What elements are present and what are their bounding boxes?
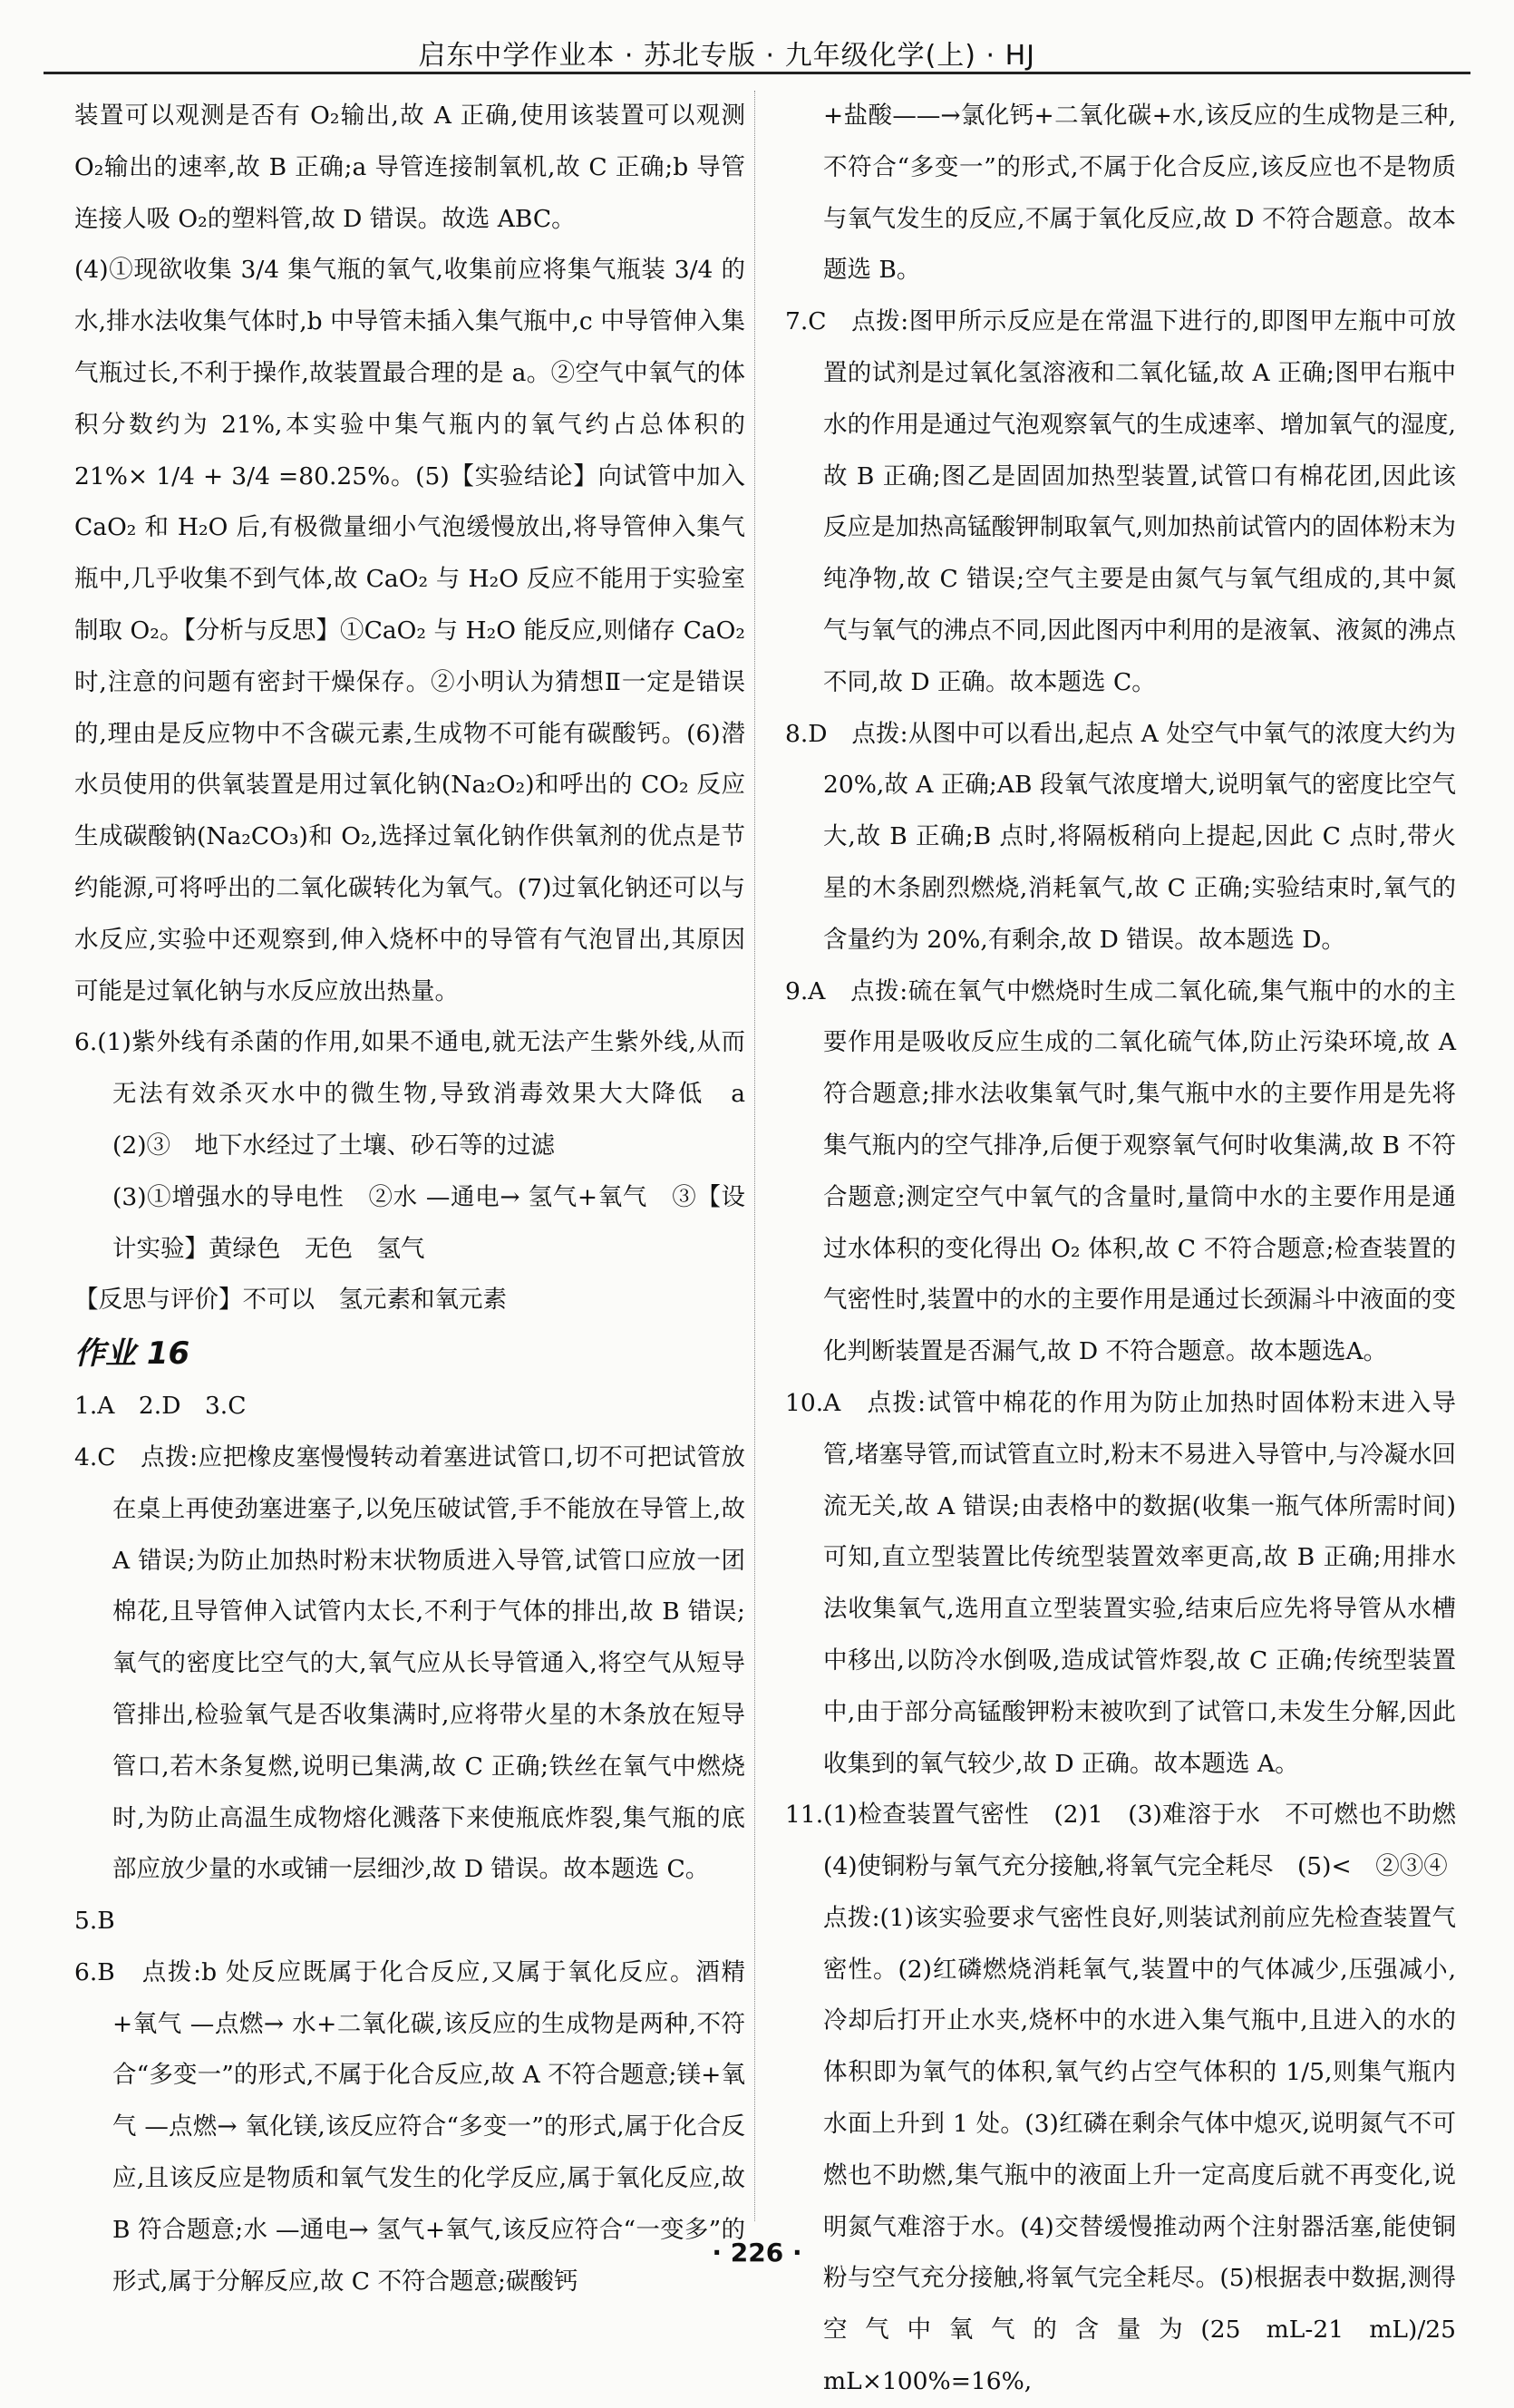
answer-paragraph: (4)①现欲收集 3/4 集气瓶的氧气,收集前应将集气瓶装 3/4 的水,排水法收集气体时,b 中导管未插入集气瓶中,c 中导管伸入集气瓶过长,不利于操作,故装置最合理的是 a。②空气中氧气的体积分数约为 21%,本实验中集气瓶内的氧气约占总体积的 21%× 1/4 + 3/4 =80.25%。(5)【实验结论】向试管中加入 CaO₂ 和 H₂O 后,有极微量细小气泡缓慢放出,将导管伸入集气瓶中,几乎收集不到气体,故 CaO₂ 与 H₂O 反应不能用于实验室制取 O₂。【分析与反思】①CaO₂ 与 H₂O 能反应,则储存 CaO₂时,注意的问题有密封干燥保存。②小明认为猜想Ⅱ一定是错误的,理由是反应物中不含碳元素,生成物不可能有碳酸钙。(6)潜水员使用的供氧装置是用过氧化钠(Na₂O₂)和呼出的 CO₂ 反应生成碳酸钠(Na₂CO₃)和 O₂,选择过氧化钠作供氧剂的优点是节约能源,可将呼出的二氧化碳转化为氧气。(7)过氧化钠还可以与水反应,实验中还观察到,伸入烧杯中的导管有气泡冒出,其原因可能是过氧化钠与水反应放出热量。 [74, 256, 745, 1005]
right-column [785, 91, 1480, 2408]
answer-item-10: 10.A 点拨:试管中棉花的作用为防止加热时固体粉末进入导管,堵塞导管,而试管直立时,粉末不易进入导管中,与冷凝水回流无关,故 A 错误;由表格中的数据(收集一瓶气体所需时间)可知,直立型装置比传统型装置效率更高,故 B 正确;用排水法收集氧气,选用直立型装置实验,结束后应先将导管从水槽中移出,以防冷水倒吸,造成试管炸裂,故 C 正确;传统型装置中,由于部分高锰酸钾粉末被吹到了试管口,未发生分解,因此收集到的氧气较少,故 D 正确。故本题选 A。 [785, 1388, 1456, 1778]
answer-item-6-reflection: 【反思与评价】不可以 氢元素和氧元素 [74, 1286, 507, 1315]
answer-item-7: 7.C 点拨:图甲所示反应是在常温下进行的,即图甲左瓶中可放置的试剂是过氧化氢溶液和二氧化锰,故 A 正确;图甲右瓶中水的作用是通过气泡观察氧气的生成速率、增加氧气的湿度,故 B 正确;图乙是固固加热型装置,试管口有棉花团,因此该反应是加热高锰酸钾制取氧气,则加热前试管内的固体粉末为纯净物,故 C 错误;空气主要是由氮气与氧气组成的,其中氮气与氧气的沸点不同,因此图丙中利用的是液氧、液氮的沸点不同,故 D 正确。故本题选 C。 [785, 307, 1456, 696]
page-header [44, 29, 1470, 74]
answer-item-6b: 6.B 点拨:b 处反应既属于化合反应,又属于氧化反应。酒精+氧气 —点燃→ 水+二氧化碳,该反应的生成物是两种,不符合“多变一”的形式,不属于化合反应,故 A 不符合题意;镁+氧气 —点燃→ 氧化镁,该反应符合“多变一”的形式,属于化合反应,且该反应是物质和氧气发生的化学反应,属于氧化反应,故 B 符合题意;水 —通电→ 氢气+氧气,该反应符合“一变多”的形式,属于分解反应,故 C 不符合题意;碳酸钙 [74, 1957, 745, 2296]
answer-item-6: 6.(1)紫外线有杀菌的作用,如果不通电,就无法产生紫外线,从而无法有效杀灭水中的微生物,导致消毒效果大大降低 a (2)③ 地下水经过了土壤、砂石等的过滤 [74, 1028, 770, 1160]
answer-item-5: 5.B [74, 1907, 115, 1936]
page-number: · 226 · [712, 2238, 802, 2267]
answer-item-8: 8.D 点拨:从图中可以看出,起点 A 处空气中氧气的浓度大约为 20%,故 A 正确;AB 段氧气浓度增大,说明氧气的密度比空气大,故 B 正确;B 点时,将隔板稍向上提起,因此 C 点时,带火星的木条剧烈燃烧,消耗氧气,故 C 正确;实验结束时,氧气的含量约为 20%,有剩余,故 D 错误。故本题选 D。 [785, 719, 1456, 954]
section-heading: 作业 16 [74, 1335, 190, 1373]
column-divider [754, 91, 755, 2221]
answer-paragraph: 装置可以观测是否有 O₂输出,故 A 正确,使用该装置可以观测 O₂输出的速率,故 B 正确;a 导管连接制氧机,故 C 正确;b 导管连接人吸 O₂的塑料管,故 D 错误。故选 ABC。 [74, 102, 745, 233]
answer-item-6-sub3: (3)①增强水的导电性 ②水 —通电→ 氢气+氧气 ③【设计实验】黄绿色 无色 氢气 [112, 1182, 745, 1263]
answer-item-4: 4.C 点拨:应把橡皮塞慢慢转动着塞进试管口,切不可把试管放在桌上再使劲塞进塞子,以免压破试管,手不能放在导管上,故 A 错误;为防止加热时粉末状物质进入导管,试管口应放一团棉花,且导管伸入试管内太长,不利于气体的排出,故 B 错误;氧气的密度比空气的大,氧气应从长导管通入,将空气从短导管排出,检验氧气是否收集满时,应将带火星的木条放在短导管口,若木条复燃,说明已集满,故 C 正确;铁丝在氧气中燃烧时,为防止高温生成物熔化溅落下来使瓶底炸裂,集气瓶的底部应放少量的水或铺一层细沙,故 D 错误。故本题选 C。 [74, 1442, 745, 1884]
answer-item-9: 9.A 点拨:硫在氧气中燃烧时生成二氧化硫,集气瓶中的水的主要作用是吸收反应生成的二氧化硫气体,防止污染环境,故 A 符合题意;排水法收集氧气时,集气瓶中水的主要作用是先将集气瓶内的空气排净,后便于观察氧气何时收集满,故 B 不符合题意;测定空气中氧气的含量时,量筒中水的主要作用是通过水体积的变化得出 O₂ 体积,故 C 不符合题意;检查装置的气密性时,装置中的水的主要作用是通过长颈漏斗中液面的变化判断装置是否漏气,故 D 不符合题意。故本题选A。 [785, 976, 1456, 1366]
answer-item-11-hint: 点拨:(1)该实验要求气密性良好,则装试剂前应先检查装置气密性。(2)红磷燃烧消耗氧气,装置中的气体减少,压强减小,冷却后打开止水夹,烧杯中的水进入集气瓶中,且进入的水的体积即为氧气的体积,氧气约占空气体积的 1/5,则集气瓶内水面上升到 1 处。(3)红磷在剩余气体中熄灭,说明氮气不可燃也不助燃,集气瓶中的液面上升一定高度后就不再变化,说明氮气难溶于水。(4)交替缓慢推动两个注射器活塞,能使铜粉与空气充分接触,将氧气完全耗尽。(5)根据表中数据,测得空气中氧气的含量为(25 mL-21 mL)/25 mL×100%=16%, [823, 1903, 1456, 2396]
answer-items-1-3: 1.A 2.D 3.C [74, 1392, 247, 1421]
answer-continuation: +盐酸——→氯化钙+二氧化碳+水,该反应的生成物是三种,不符合“多变一”的形式,不属于化合反应,该反应也不是物质与氧气发生的反应,不属于氧化反应,故 D 不符合题意。故本题选 B。 [823, 102, 1456, 285]
answer-item-11: 11.(1)检查装置气密性 (2)1 (3)难溶于水 不可燃也不助燃 (4)使铜粉与氧气充分接触,将氧气完全耗尽 (5)< ②③④ [785, 1801, 1480, 1881]
header-title: 启东中学作业本 · 苏北专版 · 九年级化学(上) · HJ [418, 40, 1035, 72]
